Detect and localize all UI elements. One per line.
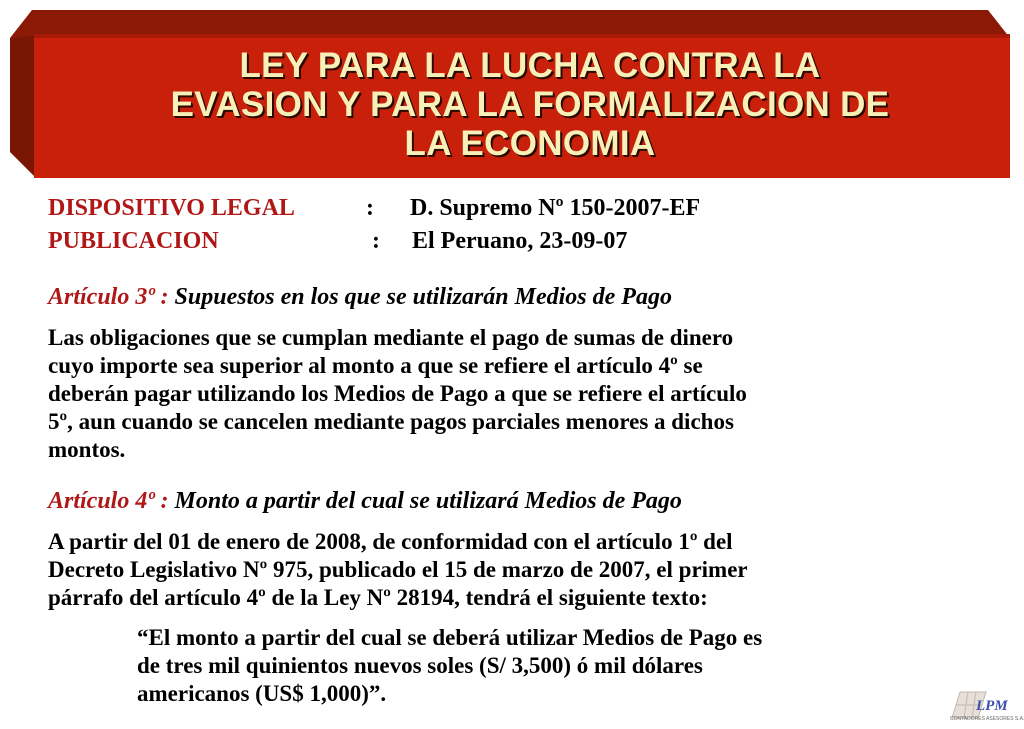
title-banner	[10, 10, 1010, 178]
title-line-2: EVASION Y PARA LA FORMALIZACION DE	[170, 85, 890, 124]
articulo4-line: párrafo del artículo 4º de la Ley Nº 28194, tendrá el siguiente texto:	[48, 585, 708, 610]
logo-subtext: CONTADORES ASESORES S.A.	[950, 716, 1024, 722]
publicacion-label: PUBLICACION	[48, 228, 219, 254]
articulo3-heading	[48, 284, 672, 311]
articulo4-quote	[137, 624, 997, 708]
articulo3-body	[48, 324, 978, 464]
publicacion-row	[48, 228, 628, 255]
articulo4-line: Decreto Legislativo Nº 975, publicado el 15 de marzo de 2007, el primer	[48, 557, 748, 582]
quote-line: americanos (US$ 1,000)”.	[137, 681, 387, 706]
articulo3-line: 5º, aun cuando se cancelen mediante pagos parciales menores a dichos	[48, 409, 734, 434]
publicacion-value: El Peruano, 23-09-07	[412, 228, 628, 254]
quote-line: de tres mil quinientos nuevos soles (S/ 3,500) ó mil dólares	[137, 653, 703, 678]
articulo3-line: cuyo importe sea superior al monto a que se refiere el artículo 4º se	[48, 353, 703, 378]
articulo4-subtitle: Monto a partir del cual se utilizará Medios de Pago	[174, 488, 682, 514]
articulo3-number: Artículo 3º :	[48, 284, 169, 310]
title-line-1: LEY PARA LA LUCHA CONTRA LA	[239, 46, 821, 85]
articulo3-subtitle: Supuestos en los que se utilizarán Medios de Pago	[174, 284, 672, 310]
dispositivo-sep: :	[366, 195, 374, 221]
articulo4-number: Artículo 4º :	[48, 488, 169, 514]
dispositivo-label: DISPOSITIVO LEGAL	[48, 195, 295, 221]
quote-line: “El monto a partir del cual se deberá utilizar Medios de Pago es	[137, 625, 763, 650]
lpm-logo	[948, 688, 1024, 726]
title-line-3: LA ECONOMIA	[404, 124, 656, 163]
dispositivo-row	[48, 195, 701, 222]
articulo3-line: montos.	[48, 437, 126, 462]
articulo3-line: deberán pagar utilizando los Medios de Pago a que se refiere el artículo	[48, 381, 747, 406]
page-title	[50, 46, 1010, 163]
publicacion-sep: :	[372, 228, 380, 254]
articulo3-line: Las obligaciones que se cumplan mediante el pago de sumas de dinero	[48, 325, 734, 350]
dispositivo-value: D. Supremo Nº 150-2007-EF	[410, 195, 701, 221]
articulo4-heading	[48, 488, 682, 515]
articulo4-body	[48, 528, 978, 612]
logo-text: LPM	[976, 698, 1008, 714]
articulo4-line: A partir del 01 de enero de 2008, de conformidad con el artículo 1º del	[48, 529, 733, 554]
